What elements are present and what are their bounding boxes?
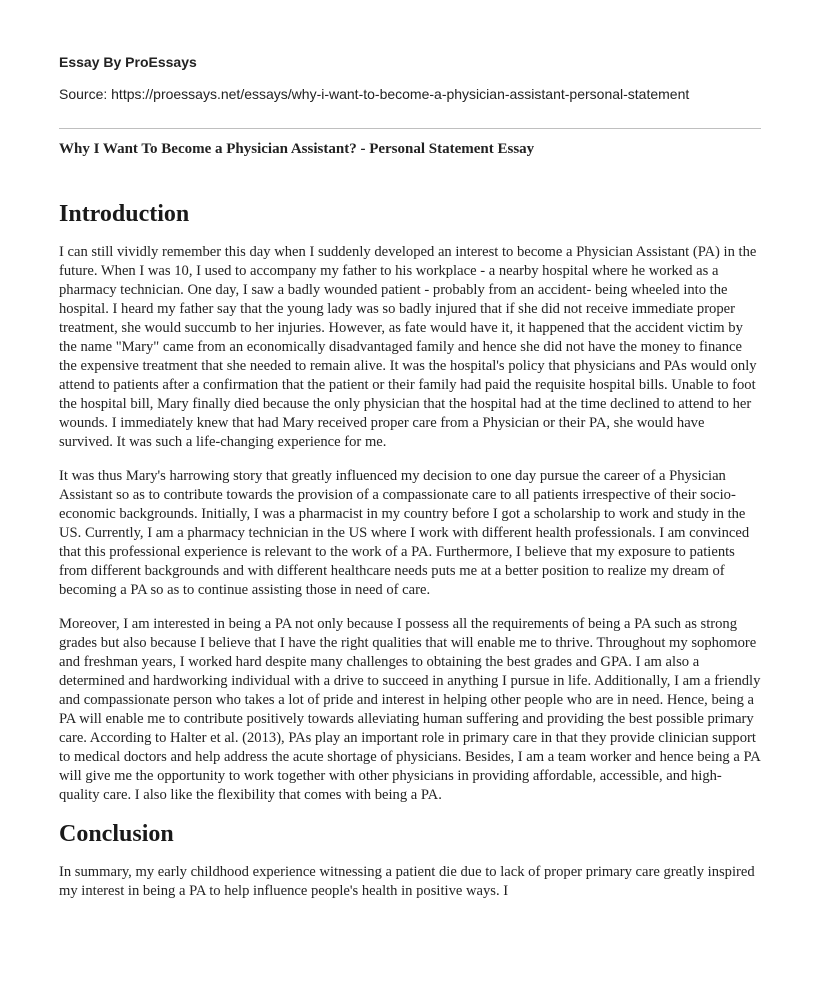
section-heading-conclusion: Conclusion [59, 821, 174, 847]
section-heading-introduction: Introduction [59, 201, 190, 227]
essay-byline: Essay By ProEssays [59, 54, 197, 70]
essay-body [59, 200, 761, 916]
intro-paragraph-3: Moreover, I am interested in being a PA not only because I possess all the requirements of being a PA such as strong grades but also because I believe that I have the right qualities that will enable me to thrive. Throughout my sophomore and freshman years, I worked hard despite many challenges to obtaining the best grades and GPA. I am also a determined and hardworking individual with a drive to succeed in anything I pursue in life. Additionally, I am a friendly and compassionate person who takes a lot of pride and interest in helping other people who are in need. Hence, being a PA will enable me to contribute positively towards alleviating human suffering and providing the best possible primary care. According to Halter et al. (2013), PAs play an important role in primary care in that they provide clinician support to medical doctors and help address the acute shortage of physicians. Besides, I am a team worker and hence being a PA will give me the opportunity to work together with other physicians in providing affordable, accessible, and high-quality care. I also like the flexibility that comes with being a PA. [59, 616, 761, 803]
source-line: Source: https://proessays.net/essays/why-i-want-to-become-a-physician-assistant-personal-statement [59, 86, 690, 102]
document-title: Why I Want To Become a Physician Assistant? - Personal Statement Essay [59, 141, 535, 157]
intro-paragraph-1: I can still vividly remember this day when I suddenly developed an interest to become a Physician Assistant (PA) in the future. When I was 10, I used to accompany my father to his workplace - a nearby hospital where he worked as a pharmacy technician. One day, I saw a badly wounded patient - probably from an accident- being wheeled into the hospital. I heard my father say that the young lady was so badly injured that if she did not receive immediate proper treatment, she would succumb to her injuries. However, as fate would have it, it happened that the accident victim by the name "Mary" came from an economically disadvantaged family and hence she did not have the money to finance the expensive treatment that she needed to remain alive. It was the hospital's policy that physicians and PAs would only attend to patients after a confirmation that the patient or their family had paid the requisite hospital bills. Unable to foot the hospital bill, Mary finally died because the only physician that the hospital had at the time declined to attend to her wounds. I immediately knew that had Mary received proper care from a Physician or their PA, she would have survived. It was such a life-changing experience for me. [59, 244, 757, 450]
conclusion-paragraph-1: In summary, my early childhood experience witnessing a patient die due to lack of proper primary care greatly inspired my interest in being a PA to help influence people's health in positive ways. I [59, 864, 755, 899]
header-divider [59, 128, 761, 129]
intro-paragraph-2: It was thus Mary's harrowing story that greatly influenced my decision to one day pursue the career of a Physician Assistant so as to contribute towards the provision of a compassionate care to all patients irrespective of their socio-economic backgrounds. Initially, I was a pharmacist in my country before I got a scholarship to work and study in the US. Currently, I am a pharmacy technician in the US where I work with different health professionals. I am convinced that this professional experience is relevant to the work of a PA. Furthermore, I believe that my exposure to patients from different backgrounds and with different healthcare needs puts me at a better position to realize my dream of becoming a PA so as to continue assisting those in need of care. [59, 468, 750, 598]
